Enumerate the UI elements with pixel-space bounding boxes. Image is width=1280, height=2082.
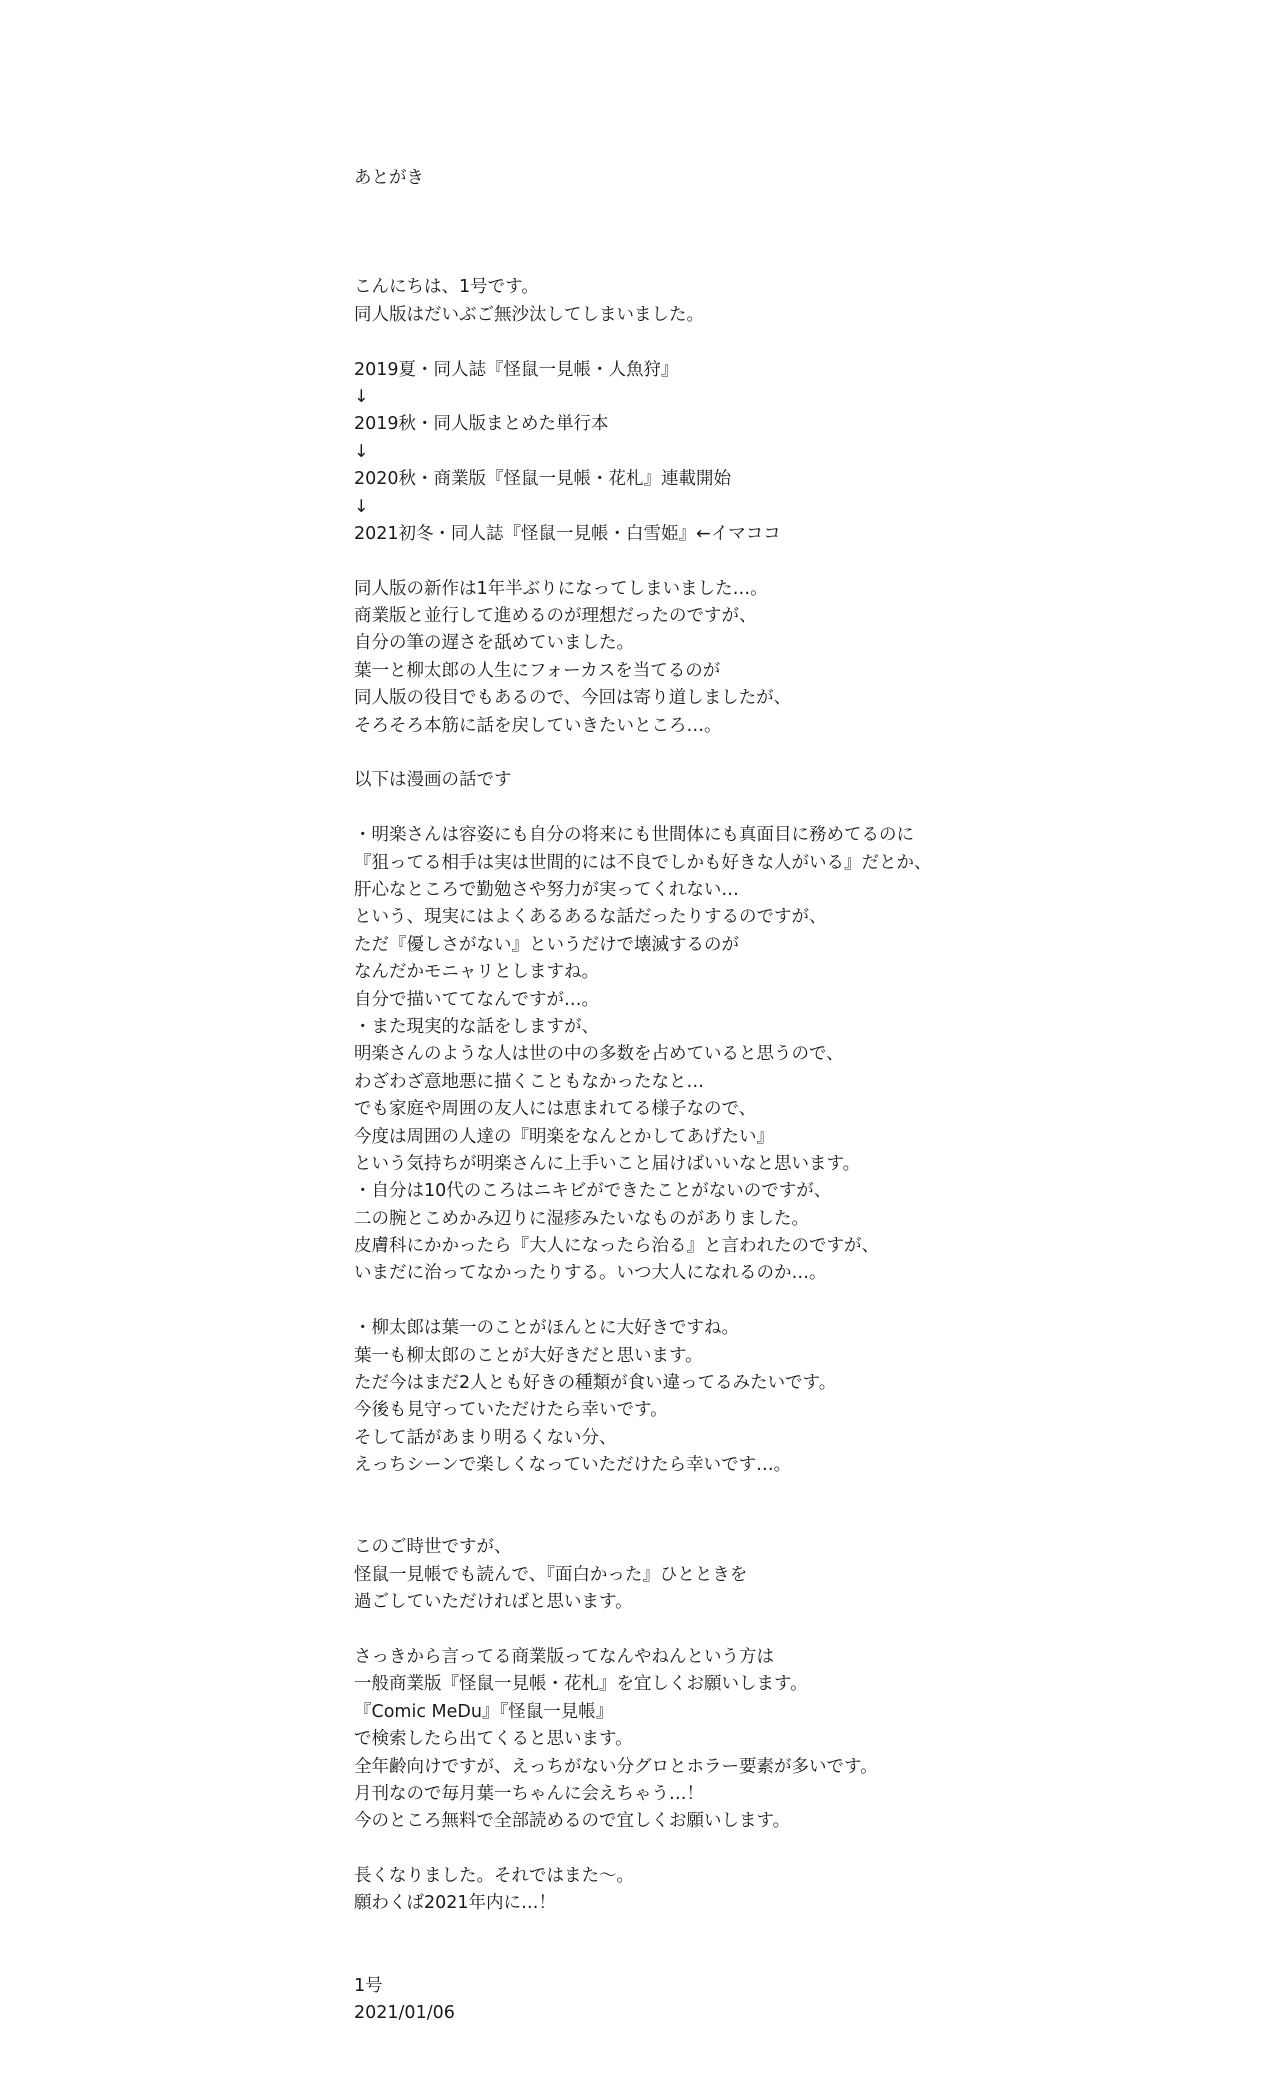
blank-line [354,795,1234,822]
text-line: えっちシーンで楽しくなっていただけたら幸いです…。 [354,1455,792,1476]
text-line: 『Comic MeDu』『怪鼠一見帳』 [354,1701,614,1722]
afterword-title: あとがき [354,167,424,188]
text-line: 二の腕とこめかみ辺りに湿疹みたいなものがありました。 [354,1208,809,1229]
text-line: 自分の筆の遅さを舐めていました。 [354,633,634,654]
text-line: なんだかモニャリとしますね。 [354,962,599,983]
afterword-body [354,247,1234,2027]
text-line: ・自分は10代のころはニキビができたことがないのですが、 [354,1181,832,1202]
afterword-text [354,110,1234,2082]
text-line: ただ『優しさがない』というだけで壊滅するのが [354,934,739,955]
text-line: ただ今はまだ2人とも好きの種類が食い違ってるみたいです。 [354,1373,837,1394]
text-line: 1号 [354,1975,383,1996]
blank-line [354,329,1234,356]
text-line: そろそろ本筋に話を戻していきたいところ…。 [354,715,722,736]
text-line: という気持ちが明楽さんに上手いこと届けばいいなと思います。 [354,1153,861,1174]
text-line: 願わくば2021年内に…！ [354,1893,557,1914]
blank-line [354,1945,1234,1972]
text-line: 月刊なので毎月葉一ちゃんに会えちゃう…！ [354,1783,704,1804]
text-line: 皮膚科にかかったら『大人になったら治る』と言われたのですが、 [354,1236,879,1257]
blank-line [354,247,1234,274]
text-line: 今後も見守っていただけたら幸いです。 [354,1400,668,1421]
text-line: ・柳太郎は葉一のことがほんとに大好きですね。 [354,1318,739,1339]
text-line: そして話があまり明るくない分、 [354,1427,617,1448]
text-line: 葉一も柳太郎のことが大好きだと思います。 [354,1345,703,1366]
text-line: こんにちは、1号です。 [354,277,539,298]
blank-line [354,1480,1234,1507]
text-line: 2019秋・同人版まとめた単行本 [354,414,609,435]
text-line: で検索したら出てくると思います。 [354,1729,633,1750]
text-line: 長くなりました。それではまた〜。 [354,1866,634,1887]
text-line: 2019夏・同人誌『怪鼠一見帳・人魚狩』 [354,359,679,380]
text-line: 同人版はだいぶご無沙汰してしまいました。 [354,304,704,325]
blank-line [354,740,1234,767]
text-line: さっきから言ってる商業版ってなんやねんという方は [354,1646,774,1667]
text-line: ↓ [354,441,369,462]
text-line: 2021/01/06 [354,2003,455,2024]
text-line: このご時世ですが、 [354,1537,512,1558]
blank-line [354,548,1234,575]
text-line: 今度は周囲の人達の『明楽をなんとかしてあげたい』 [354,1126,774,1147]
text-line: 葉一と柳太郎の人生にフォーカスを当てるのが [354,660,721,681]
text-line: ・明楽さんは容姿にも自分の将来にも世間体にも真面目に務めてるのに [354,825,914,846]
text-line: という、現実にはよくあるあるな話だったりするのですが、 [354,907,827,928]
text-line: ↓ [354,496,369,517]
text-line: わざわざ意地悪に描くこともなかったなと… [354,1071,704,1092]
text-line: 怪鼠一見帳でも読んで、『面白かった』ひとときを [354,1564,748,1585]
blank-line [354,1836,1234,1863]
text-line: 以下は漫画の話です [354,770,512,791]
text-line: ・また現実的な話をしますが、 [354,1016,599,1037]
text-line: 明楽さんのような人は世の中の多数を占めていると思うので、 [354,1044,844,1065]
text-line: 自分で描いててなんですが…。 [354,989,599,1010]
text-line: 今のところ無料で全部読めるので宜しくお願いします。 [354,1811,791,1832]
blank-line [354,1918,1234,1945]
blank-line [354,1507,1234,1534]
text-line: 『狙ってる相手は実は世間的には不良でしかも好きな人がいる』だとか、 [354,852,932,873]
text-line: 同人版の新作は1年半ぶりになってしまいました…。 [354,578,768,599]
text-line: いまだに治ってなかったりする。いつ大人になれるのか…。 [354,1263,827,1284]
text-line: 2020秋・商業版『怪鼠一見帳・花札』連載開始 [354,469,732,490]
text-line: でも家庭や周囲の友人には恵まれてる様子なので、 [354,1099,757,1120]
text-line: 一般商業版『怪鼠一見帳・花札』を宜しくお願いします。 [354,1674,808,1695]
text-line: 肝心なところで勤勉さや努力が実ってくれない… [354,880,739,900]
blank-line [354,1617,1234,1644]
text-line: ↓ [354,386,369,407]
text-line: 過ごしていただければと思います。 [354,1592,633,1613]
text-line: 2021初冬・同人誌『怪鼠一見帳・白雪姫』←イマココ [354,523,781,544]
text-line: 同人版の役目でもあるので、今回は寄り道しましたが、 [354,688,792,709]
text-line: 全年齢向けですが、えっちがない分グロとホラー要素が多いです。 [354,1756,878,1777]
blank-line [354,1288,1234,1315]
text-line: 商業版と並行して進めるのが理想だったのですが、 [354,606,757,627]
